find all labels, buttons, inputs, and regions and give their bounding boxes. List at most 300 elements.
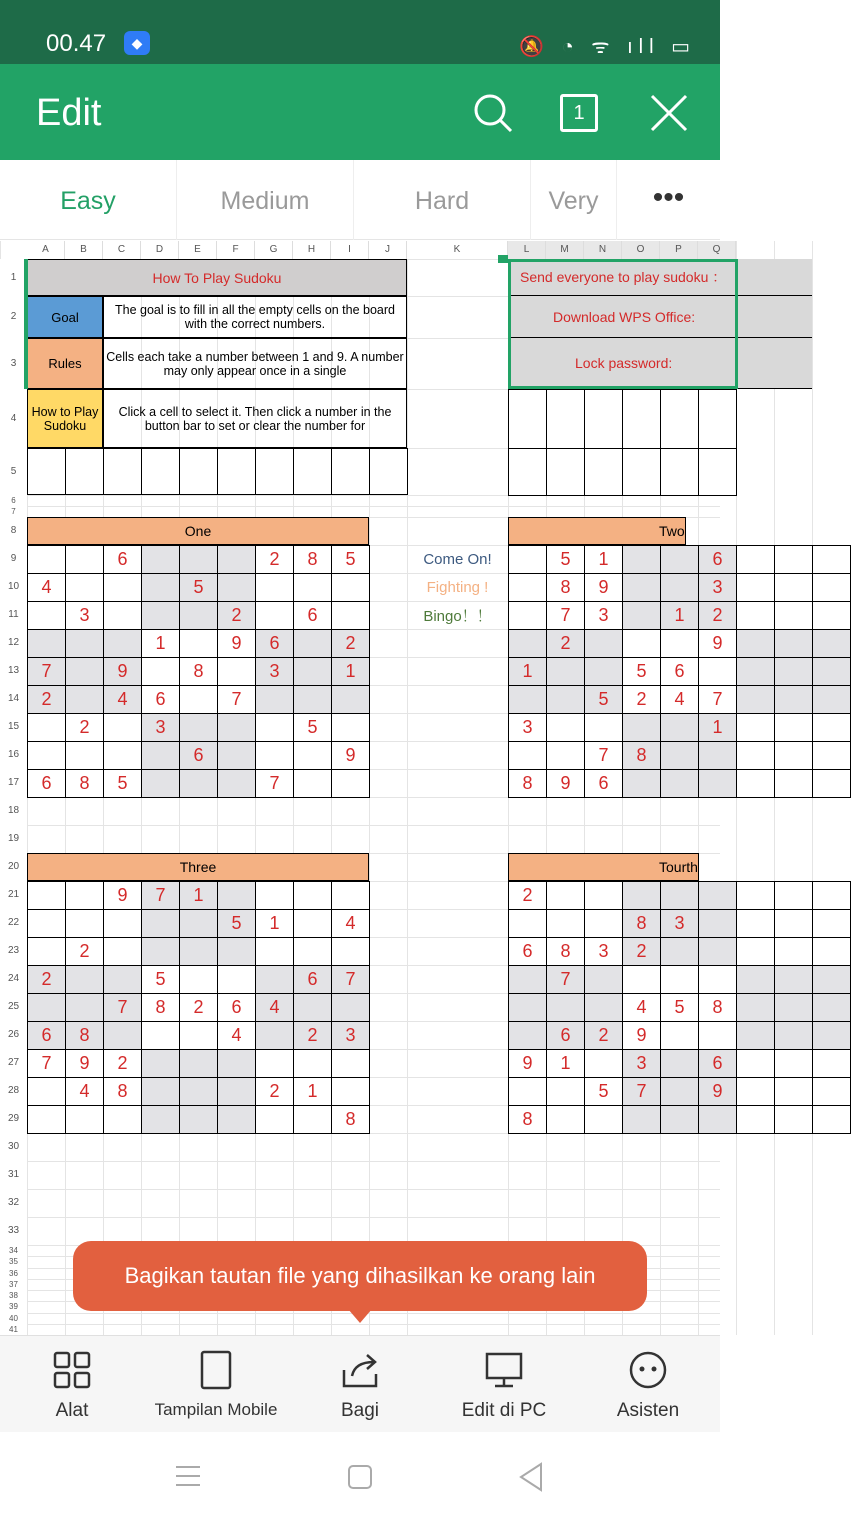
sudoku-cell[interactable]	[217, 937, 256, 966]
sudoku-cell[interactable]	[27, 909, 66, 938]
sudoku-cell[interactable]: 2	[103, 1049, 142, 1078]
sudoku-cell[interactable]	[27, 1077, 66, 1106]
sudoku-cell[interactable]: 6	[179, 741, 218, 770]
sudoku-cell[interactable]	[27, 629, 66, 658]
sudoku-cell[interactable]	[27, 545, 66, 574]
column-header[interactable]: Q	[698, 241, 736, 259]
row-header[interactable]: 14	[0, 685, 27, 713]
sudoku-cell[interactable]	[27, 1105, 66, 1134]
row-header[interactable]: 40	[0, 1313, 27, 1324]
sudoku-cell[interactable]	[103, 965, 142, 994]
sudoku-cell[interactable]	[65, 1105, 104, 1134]
sudoku-cell[interactable]	[584, 629, 623, 658]
sudoku-cell[interactable]	[27, 937, 66, 966]
row-header[interactable]: 5	[0, 448, 27, 495]
sudoku-cell[interactable]: 2	[622, 685, 661, 714]
sudoku-cell[interactable]	[622, 1105, 661, 1134]
column-header[interactable]: F	[217, 241, 255, 259]
sudoku-cell[interactable]: 1	[508, 657, 547, 686]
sudoku-cell[interactable]	[698, 965, 737, 994]
sudoku-cell[interactable]: 2	[27, 685, 66, 714]
sudoku-cell[interactable]: 4	[65, 1077, 104, 1106]
sudoku-cell[interactable]	[736, 685, 775, 714]
sudoku-cell[interactable]: 5	[179, 573, 218, 602]
sudoku-cell[interactable]	[622, 965, 661, 994]
row-header[interactable]: 38	[0, 1290, 27, 1301]
sudoku-cell[interactable]	[660, 937, 699, 966]
empty-cell[interactable]	[622, 448, 661, 496]
empty-cell[interactable]	[584, 389, 623, 449]
sudoku-cell[interactable]: 2	[546, 629, 585, 658]
row-header[interactable]: 41	[0, 1324, 27, 1335]
sudoku-cell[interactable]: 7	[546, 601, 585, 630]
row-header[interactable]: 30	[0, 1133, 27, 1161]
sudoku-cell[interactable]: 8	[622, 909, 661, 938]
sudoku-cell[interactable]	[103, 713, 142, 742]
row-header[interactable]: 13	[0, 657, 27, 685]
row-header[interactable]: 15	[0, 713, 27, 741]
sudoku-cell[interactable]: 2	[65, 937, 104, 966]
sudoku-cell[interactable]: 2	[508, 881, 547, 910]
sudoku-cell[interactable]: 6	[27, 769, 66, 798]
sudoku-cell[interactable]: 1	[584, 545, 623, 574]
sudoku-cell[interactable]	[622, 601, 661, 630]
sudoku-cell[interactable]	[65, 545, 104, 574]
sudoku-cell[interactable]	[546, 713, 585, 742]
sudoku-cell[interactable]: 4	[27, 573, 66, 602]
tool-share[interactable]	[288, 1336, 432, 1433]
sudoku-cell[interactable]: 8	[103, 1077, 142, 1106]
row-header[interactable]: 27	[0, 1049, 27, 1077]
sudoku-cell[interactable]	[255, 1105, 294, 1134]
sudoku-cell[interactable]: 4	[331, 909, 370, 938]
sudoku-cell[interactable]	[217, 573, 256, 602]
sudoku-cell[interactable]	[255, 965, 294, 994]
row-header[interactable]: 36	[0, 1268, 27, 1279]
sudoku-cell[interactable]: 3	[622, 1049, 661, 1078]
sudoku-cell[interactable]: 1	[293, 1077, 332, 1106]
spreadsheet[interactable]	[0, 241, 727, 1335]
row-header[interactable]: 3	[0, 338, 27, 389]
sudoku-cell[interactable]	[65, 909, 104, 938]
sudoku-cell[interactable]: 4	[622, 993, 661, 1022]
empty-cell[interactable]	[508, 448, 547, 496]
row-header[interactable]: 7	[0, 506, 27, 517]
sudoku-cell[interactable]: 9	[103, 881, 142, 910]
sudoku-cell[interactable]	[812, 769, 851, 798]
sudoku-cell[interactable]	[65, 573, 104, 602]
row-header[interactable]: 25	[0, 993, 27, 1021]
sudoku-cell[interactable]: 7	[217, 685, 256, 714]
empty-cell[interactable]	[508, 389, 547, 449]
sudoku-cell[interactable]	[293, 629, 332, 658]
sudoku-cell[interactable]: 1	[255, 909, 294, 938]
sudoku-cell[interactable]	[812, 545, 851, 574]
empty-cell[interactable]	[369, 448, 408, 495]
sudoku-cell[interactable]	[584, 909, 623, 938]
sudoku-cell[interactable]	[217, 1077, 256, 1106]
sudoku-cell[interactable]: 2	[255, 545, 294, 574]
sudoku-cell[interactable]	[179, 545, 218, 574]
empty-cell[interactable]	[660, 448, 699, 496]
sudoku-cell[interactable]	[217, 769, 256, 798]
sudoku-cell[interactable]	[141, 741, 180, 770]
row-header[interactable]: 34	[0, 1245, 27, 1256]
sudoku-cell[interactable]	[812, 629, 851, 658]
empty-cell[interactable]	[660, 389, 699, 449]
row-header[interactable]: 32	[0, 1189, 27, 1217]
sudoku-cell[interactable]: 9	[65, 1049, 104, 1078]
sudoku-cell[interactable]	[141, 1049, 180, 1078]
sudoku-cell[interactable]	[65, 881, 104, 910]
sudoku-cell[interactable]	[103, 937, 142, 966]
sudoku-cell[interactable]	[508, 601, 547, 630]
sudoku-cell[interactable]	[546, 741, 585, 770]
sudoku-cell[interactable]	[736, 545, 775, 574]
sudoku-cell[interactable]: 2	[255, 1077, 294, 1106]
column-header[interactable]: J	[369, 241, 407, 259]
row-header[interactable]: 20	[0, 853, 27, 881]
sudoku-cell[interactable]	[65, 685, 104, 714]
sudoku-cell[interactable]: 9	[698, 1077, 737, 1106]
sudoku-cell[interactable]: 6	[546, 1021, 585, 1050]
sudoku-cell[interactable]	[812, 1021, 851, 1050]
empty-cell[interactable]	[698, 389, 737, 449]
sudoku-cell[interactable]: 4	[103, 685, 142, 714]
sudoku-cell[interactable]	[508, 573, 547, 602]
sudoku-cell[interactable]	[508, 629, 547, 658]
sudoku-cell[interactable]	[546, 657, 585, 686]
sudoku-cell[interactable]	[141, 657, 180, 686]
sudoku-cell[interactable]: 5	[141, 965, 180, 994]
sudoku-cell[interactable]: 6	[141, 685, 180, 714]
sudoku-cell[interactable]: 8	[293, 545, 332, 574]
sudoku-cell[interactable]	[255, 881, 294, 910]
sudoku-cell[interactable]	[812, 1077, 851, 1106]
sudoku-cell[interactable]: 6	[293, 965, 332, 994]
sudoku-cell[interactable]: 5	[584, 1077, 623, 1106]
row-header[interactable]: 16	[0, 741, 27, 769]
sudoku-cell[interactable]	[217, 881, 256, 910]
sudoku-cell[interactable]: 8	[546, 937, 585, 966]
sudoku-cell[interactable]	[736, 741, 775, 770]
sudoku-cell[interactable]: 7	[255, 769, 294, 798]
sudoku-cell[interactable]	[179, 965, 218, 994]
sudoku-cell[interactable]	[812, 685, 851, 714]
row-header[interactable]: 22	[0, 909, 27, 937]
sudoku-cell[interactable]: 7	[622, 1077, 661, 1106]
column-header[interactable]: A	[27, 241, 65, 259]
tool-assistant[interactable]	[576, 1336, 720, 1433]
recent-apps-icon[interactable]	[174, 1464, 202, 1488]
row-header[interactable]: 24	[0, 965, 27, 993]
sudoku-cell[interactable]	[736, 1077, 775, 1106]
row-header[interactable]: 21	[0, 881, 27, 909]
sudoku-cell[interactable]	[584, 1105, 623, 1134]
sudoku-cell[interactable]	[622, 713, 661, 742]
sudoku-cell[interactable]	[179, 1077, 218, 1106]
sudoku-cell[interactable]	[508, 545, 547, 574]
empty-cell[interactable]	[27, 448, 66, 495]
empty-cell[interactable]	[584, 448, 623, 496]
sudoku-cell[interactable]	[812, 1049, 851, 1078]
tool-mobile-view[interactable]	[144, 1336, 288, 1433]
column-header[interactable]: K	[407, 241, 508, 259]
sudoku-cell[interactable]: 1	[546, 1049, 585, 1078]
sudoku-cell[interactable]: 3	[141, 713, 180, 742]
sudoku-cell[interactable]	[141, 1077, 180, 1106]
sudoku-cell[interactable]	[217, 545, 256, 574]
sudoku-cell[interactable]	[660, 741, 699, 770]
sudoku-cell[interactable]	[736, 909, 775, 938]
sudoku-cell[interactable]	[293, 881, 332, 910]
tab-very[interactable]: Very	[531, 160, 617, 240]
sudoku-cell[interactable]	[255, 601, 294, 630]
sudoku-cell[interactable]	[141, 909, 180, 938]
row-header[interactable]: 28	[0, 1077, 27, 1105]
sudoku-cell[interactable]	[141, 545, 180, 574]
sudoku-cell[interactable]: 6	[217, 993, 256, 1022]
sudoku-cell[interactable]: 7	[546, 965, 585, 994]
sudoku-cell[interactable]	[508, 685, 547, 714]
sudoku-cell[interactable]	[508, 993, 547, 1022]
sudoku-cell[interactable]: 6	[255, 629, 294, 658]
sudoku-cell[interactable]	[293, 937, 332, 966]
sudoku-cell[interactable]	[622, 881, 661, 910]
sudoku-cell[interactable]: 5	[622, 657, 661, 686]
sudoku-cell[interactable]	[774, 573, 813, 602]
sudoku-cell[interactable]: 7	[698, 685, 737, 714]
sudoku-cell[interactable]	[179, 685, 218, 714]
row-header[interactable]: 10	[0, 573, 27, 601]
sudoku-cell[interactable]: 4	[217, 1021, 256, 1050]
sudoku-cell[interactable]	[103, 1105, 142, 1134]
sudoku-cell[interactable]	[27, 713, 66, 742]
sudoku-cell[interactable]	[103, 573, 142, 602]
sudoku-cell[interactable]	[698, 657, 737, 686]
empty-cell[interactable]	[546, 389, 585, 449]
sudoku-cell[interactable]: 5	[660, 993, 699, 1022]
sudoku-cell[interactable]	[255, 573, 294, 602]
sudoku-cell[interactable]: 1	[141, 629, 180, 658]
sudoku-cell[interactable]: 9	[217, 629, 256, 658]
sudoku-cell[interactable]	[217, 713, 256, 742]
sudoku-cell[interactable]	[660, 573, 699, 602]
sudoku-cell[interactable]: 3	[65, 601, 104, 630]
sudoku-cell[interactable]: 2	[331, 629, 370, 658]
sudoku-cell[interactable]	[698, 881, 737, 910]
sudoku-cell[interactable]: 3	[331, 1021, 370, 1050]
sudoku-cell[interactable]: 1	[179, 881, 218, 910]
sudoku-cell[interactable]: 7	[584, 741, 623, 770]
sudoku-cell[interactable]	[103, 601, 142, 630]
sudoku-cell[interactable]: 3	[660, 909, 699, 938]
sudoku-cell[interactable]: 5	[103, 769, 142, 798]
sudoku-cell[interactable]: 8	[65, 1021, 104, 1050]
sudoku-cell[interactable]	[774, 1049, 813, 1078]
sudoku-cell[interactable]	[293, 573, 332, 602]
sudoku-cell[interactable]	[812, 965, 851, 994]
column-header[interactable]: M	[546, 241, 584, 259]
sudoku-cell[interactable]	[179, 769, 218, 798]
sudoku-cell[interactable]	[660, 1077, 699, 1106]
row-header[interactable]: 19	[0, 825, 27, 853]
sudoku-cell[interactable]	[622, 545, 661, 574]
sudoku-cell[interactable]	[774, 741, 813, 770]
row-header[interactable]: 37	[0, 1279, 27, 1290]
sudoku-cell[interactable]: 2	[584, 1021, 623, 1050]
sudoku-cell[interactable]: 5	[293, 713, 332, 742]
page-count-button[interactable]: 1	[560, 94, 598, 132]
sudoku-cell[interactable]: 2	[293, 1021, 332, 1050]
sudoku-cell[interactable]	[179, 713, 218, 742]
sudoku-cell[interactable]	[774, 1105, 813, 1134]
sudoku-cell[interactable]	[736, 965, 775, 994]
row-header[interactable]: 11	[0, 601, 27, 629]
sudoku-cell[interactable]	[812, 937, 851, 966]
sudoku-cell[interactable]: 8	[508, 1105, 547, 1134]
sudoku-cell[interactable]	[584, 881, 623, 910]
row-header[interactable]: 35	[0, 1256, 27, 1267]
sudoku-cell[interactable]	[584, 713, 623, 742]
sudoku-cell[interactable]: 5	[331, 545, 370, 574]
empty-cell[interactable]	[103, 448, 142, 495]
sudoku-cell[interactable]	[774, 685, 813, 714]
sudoku-cell[interactable]: 9	[584, 573, 623, 602]
sudoku-cell[interactable]	[774, 965, 813, 994]
row-header[interactable]: 18	[0, 797, 27, 825]
sudoku-cell[interactable]	[736, 881, 775, 910]
sudoku-cell[interactable]	[141, 937, 180, 966]
sudoku-cell[interactable]: 8	[141, 993, 180, 1022]
empty-cell[interactable]	[255, 448, 294, 495]
row-header[interactable]: 1	[0, 259, 27, 296]
sudoku-cell[interactable]	[217, 965, 256, 994]
sudoku-cell[interactable]: 9	[331, 741, 370, 770]
sudoku-cell[interactable]: 1	[331, 657, 370, 686]
sudoku-cell[interactable]	[293, 769, 332, 798]
sudoku-cell[interactable]	[546, 909, 585, 938]
sudoku-cell[interactable]: 4	[660, 685, 699, 714]
sudoku-cell[interactable]	[774, 1077, 813, 1106]
row-header[interactable]: 23	[0, 937, 27, 965]
row-header[interactable]: 2	[0, 296, 27, 338]
sudoku-cell[interactable]: 5	[217, 909, 256, 938]
empty-cell[interactable]	[546, 448, 585, 496]
row-header[interactable]: 6	[0, 495, 27, 506]
sudoku-cell[interactable]: 3	[255, 657, 294, 686]
sudoku-cell[interactable]: 8	[508, 769, 547, 798]
sudoku-cell[interactable]: 4	[255, 993, 294, 1022]
sudoku-cell[interactable]	[774, 909, 813, 938]
sudoku-cell[interactable]	[660, 1105, 699, 1134]
sudoku-cell[interactable]	[293, 1049, 332, 1078]
close-icon[interactable]	[648, 92, 690, 134]
sudoku-cell[interactable]	[179, 1105, 218, 1134]
back-icon[interactable]	[518, 1462, 544, 1492]
sudoku-cell[interactable]: 9	[622, 1021, 661, 1050]
sudoku-cell[interactable]	[698, 769, 737, 798]
sudoku-cell[interactable]	[293, 741, 332, 770]
sudoku-cell[interactable]	[508, 1021, 547, 1050]
sudoku-cell[interactable]: 8	[698, 993, 737, 1022]
sudoku-cell[interactable]: 8	[546, 573, 585, 602]
sudoku-cell[interactable]	[65, 965, 104, 994]
sudoku-cell[interactable]	[255, 937, 294, 966]
sudoku-cell[interactable]: 6	[698, 545, 737, 574]
sudoku-cell[interactable]	[27, 741, 66, 770]
row-header[interactable]: 33	[0, 1217, 27, 1245]
sudoku-cell[interactable]	[774, 629, 813, 658]
tab-hard[interactable]: Hard	[354, 160, 531, 240]
sudoku-cell[interactable]	[736, 1021, 775, 1050]
sudoku-cell[interactable]	[736, 629, 775, 658]
sudoku-cell[interactable]	[774, 713, 813, 742]
column-header[interactable]: I	[331, 241, 369, 259]
sudoku-cell[interactable]	[103, 1021, 142, 1050]
sudoku-cell[interactable]	[774, 769, 813, 798]
sudoku-cell[interactable]: 2	[179, 993, 218, 1022]
sudoku-cell[interactable]	[812, 909, 851, 938]
sudoku-cell[interactable]	[546, 685, 585, 714]
empty-cell[interactable]	[293, 448, 332, 495]
column-header[interactable]: B	[65, 241, 103, 259]
sudoku-cell[interactable]	[584, 993, 623, 1022]
sudoku-cell[interactable]	[179, 1049, 218, 1078]
sudoku-cell[interactable]	[736, 1049, 775, 1078]
sudoku-cell[interactable]	[584, 657, 623, 686]
sudoku-cell[interactable]	[774, 993, 813, 1022]
sudoku-cell[interactable]: 5	[546, 545, 585, 574]
selection-handle[interactable]	[498, 255, 508, 263]
sudoku-cell[interactable]	[293, 993, 332, 1022]
sudoku-cell[interactable]	[736, 769, 775, 798]
sudoku-cell[interactable]	[812, 1105, 851, 1134]
row-header[interactable]: 8	[0, 517, 27, 545]
sudoku-cell[interactable]	[774, 1021, 813, 1050]
sudoku-cell[interactable]	[141, 1105, 180, 1134]
empty-cell[interactable]	[141, 448, 180, 495]
sudoku-cell[interactable]: 2	[27, 965, 66, 994]
column-header[interactable]: C	[103, 241, 141, 259]
sudoku-cell[interactable]: 3	[584, 601, 623, 630]
sudoku-cell[interactable]	[255, 1021, 294, 1050]
sudoku-cell[interactable]	[331, 573, 370, 602]
sudoku-cell[interactable]	[736, 1105, 775, 1134]
sudoku-cell[interactable]	[812, 573, 851, 602]
sudoku-cell[interactable]: 3	[698, 573, 737, 602]
sudoku-cell[interactable]	[331, 937, 370, 966]
sudoku-cell[interactable]	[255, 1049, 294, 1078]
sudoku-cell[interactable]	[812, 741, 851, 770]
sudoku-cell[interactable]	[331, 769, 370, 798]
sudoku-cell[interactable]: 8	[65, 769, 104, 798]
sudoku-cell[interactable]	[103, 629, 142, 658]
sudoku-cell[interactable]	[179, 937, 218, 966]
row-header[interactable]: 29	[0, 1105, 27, 1133]
sudoku-cell[interactable]: 1	[698, 713, 737, 742]
sudoku-cell[interactable]: 6	[103, 545, 142, 574]
sudoku-cell[interactable]	[141, 1021, 180, 1050]
sudoku-cell[interactable]: 8	[622, 741, 661, 770]
sudoku-cell[interactable]	[660, 713, 699, 742]
empty-cell[interactable]	[217, 448, 256, 495]
sudoku-cell[interactable]	[331, 993, 370, 1022]
sudoku-cell[interactable]	[774, 545, 813, 574]
sudoku-cell[interactable]: 8	[331, 1105, 370, 1134]
sudoku-cell[interactable]	[255, 685, 294, 714]
sudoku-cell[interactable]	[217, 657, 256, 686]
